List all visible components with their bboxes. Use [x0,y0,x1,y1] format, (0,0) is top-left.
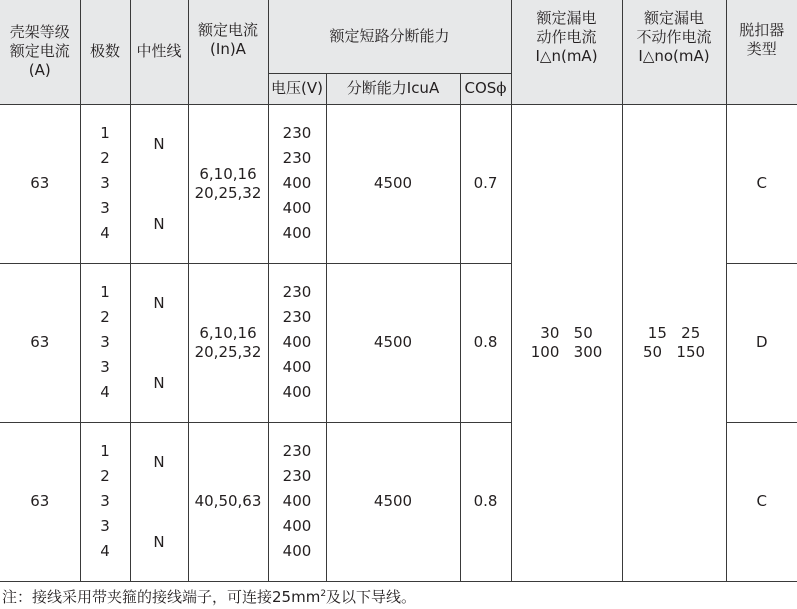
header-trip-type-line2: 类型 [746,39,777,58]
header-frame-rating-line3: (A) [28,61,51,80]
rated-current-value: 6,10,16 [199,164,257,183]
neutral-top: N [153,293,165,312]
pole-value: 3 [100,174,110,192]
header-voltage: 电压(V) [268,73,326,104]
residual-operating-lines [512,324,622,362]
pole-value: 3 [100,492,110,510]
neutral-bottom: N [153,373,165,392]
header-residual-operating-line1: 额定漏电 [536,9,597,28]
header-residual-non-operating-line3: I△no(mA) [638,47,710,66]
header-trip-type-line1: 脱扣器 [739,20,785,39]
pole-value: 3 [100,517,110,535]
voltage-value: 400 [282,542,312,560]
voltage-value: 400 [282,492,312,510]
cell-neutral [130,104,188,263]
cell-cos: 0.7 [460,104,511,263]
neutral-bottom: N [153,214,165,233]
header-rated-current [188,0,268,104]
cell-trip-type: C [726,104,797,263]
pole-value: 4 [100,224,110,242]
header-rated-current-line1: 额定电流 [197,20,258,39]
header-trip-type [726,0,797,104]
cell-trip-type: C [726,422,797,581]
header-residual-non-operating-text [623,9,726,66]
poles-list [81,439,130,564]
cell-breaking-capacity: 4500 [326,104,460,263]
header-residual-non-operating-line1: 额定漏电 [644,9,705,28]
cell-frame: 63 [0,422,80,581]
voltage-value: 400 [282,224,312,242]
header-residual-non-operating [622,0,726,104]
pole-value: 1 [100,442,110,460]
header-residual-operating-text [512,9,622,66]
cell-residual-non-operating [622,104,726,581]
pole-value: 3 [100,333,110,351]
rated-current-value: 20,25,32 [194,183,262,202]
voltage-list [269,439,326,564]
poles-list [81,280,130,405]
pole-value: 2 [100,308,110,326]
pole-value: 4 [100,383,110,401]
rated-current-value: 20,25,32 [194,342,262,361]
voltage-value: 400 [282,517,312,535]
pole-value: 4 [100,542,110,560]
voltage-value: 400 [282,383,312,401]
header-cos [460,73,511,104]
header-poles: 极数 [80,0,130,104]
cell-residual-operating [511,104,622,581]
header-neutral: 中性线 [130,0,188,104]
cell-rated-current [188,422,268,581]
neutral-top: N [153,134,165,153]
header-residual-operating [511,0,622,104]
footnote-text-end: 及以下导线。 [326,588,417,606]
voltage-value: 400 [282,199,312,217]
footnote [2,584,416,607]
header-frame-rating [0,0,80,104]
header-trip-type-text [727,21,797,59]
table-row [0,104,797,263]
header-residual-operating-line2: 动作电流 [536,28,597,47]
header-residual-operating-line3: I△n(mA) [535,47,598,66]
voltage-value: 400 [282,333,312,351]
residual-operating-value: 100 300 [530,342,603,361]
cell-frame: 63 [0,104,80,263]
rated-current-lines [189,324,268,362]
residual-non-operating-value: 15 25 [647,323,701,342]
footnote-superscript: 2 [320,589,327,599]
header-breaking-capacity: 分断能力IcuA [326,73,460,104]
neutral-bottom: N [153,532,165,551]
rated-current-lines [189,165,268,203]
voltage-value: 230 [282,124,312,142]
cell-rated-current [188,104,268,263]
cell-cos: 0.8 [460,422,511,581]
poles-list [81,121,130,246]
pole-value: 2 [100,467,110,485]
voltage-value: 230 [282,149,312,167]
neutral-markers [131,105,188,263]
residual-non-operating-value: 50 150 [643,342,706,361]
voltage-value: 400 [282,358,312,376]
cell-neutral [130,422,188,581]
pole-value: 1 [100,124,110,142]
header-frame-rating-line1: 壳架等级 [9,23,70,42]
residual-operating-value: 30 50 [540,323,593,342]
cell-trip-type: D [726,263,797,422]
header-rated-current-text [189,21,268,59]
header-residual-non-operating-line2: 不动作电流 [636,28,712,47]
pole-value: 3 [100,199,110,217]
pole-value: 2 [100,149,110,167]
cell-cos: 0.8 [460,263,511,422]
header-short-circuit: 额定短路分断能力 [268,0,511,73]
voltage-list [269,280,326,405]
voltage-list [269,121,326,246]
cell-rated-current [188,263,268,422]
header-cos-label: COS [464,79,497,97]
neutral-markers [131,264,188,422]
voltage-value: 230 [282,442,312,460]
voltage-value: 230 [282,467,312,485]
rated-current-value: 40,50,63 [194,492,262,510]
cell-breaking-capacity: 4500 [326,263,460,422]
pole-value: 1 [100,283,110,301]
cell-voltage [268,104,326,263]
header-cos-phi: ϕ [496,79,507,97]
cell-neutral [130,263,188,422]
footnote-text: 注：接线采用带夹箍的接线端子，可连接25mm [2,588,321,606]
rated-current-value: 6,10,16 [199,323,257,342]
neutral-markers [131,423,188,581]
neutral-top: N [153,452,165,471]
cell-poles [80,104,130,263]
cell-poles [80,263,130,422]
header-frame-rating-line2: 额定电流 [9,42,70,61]
pole-value: 3 [100,358,110,376]
cell-poles [80,422,130,581]
residual-non-operating-lines [623,324,726,362]
header-rated-current-line2: (In)A [210,39,246,58]
cell-voltage [268,422,326,581]
cell-breaking-capacity: 4500 [326,422,460,581]
voltage-value: 400 [282,174,312,192]
voltage-value: 230 [282,308,312,326]
header-frame-rating-text [0,23,80,80]
cell-frame: 63 [0,263,80,422]
cell-voltage [268,263,326,422]
voltage-value: 230 [282,283,312,301]
rated-current-lines [189,492,268,511]
